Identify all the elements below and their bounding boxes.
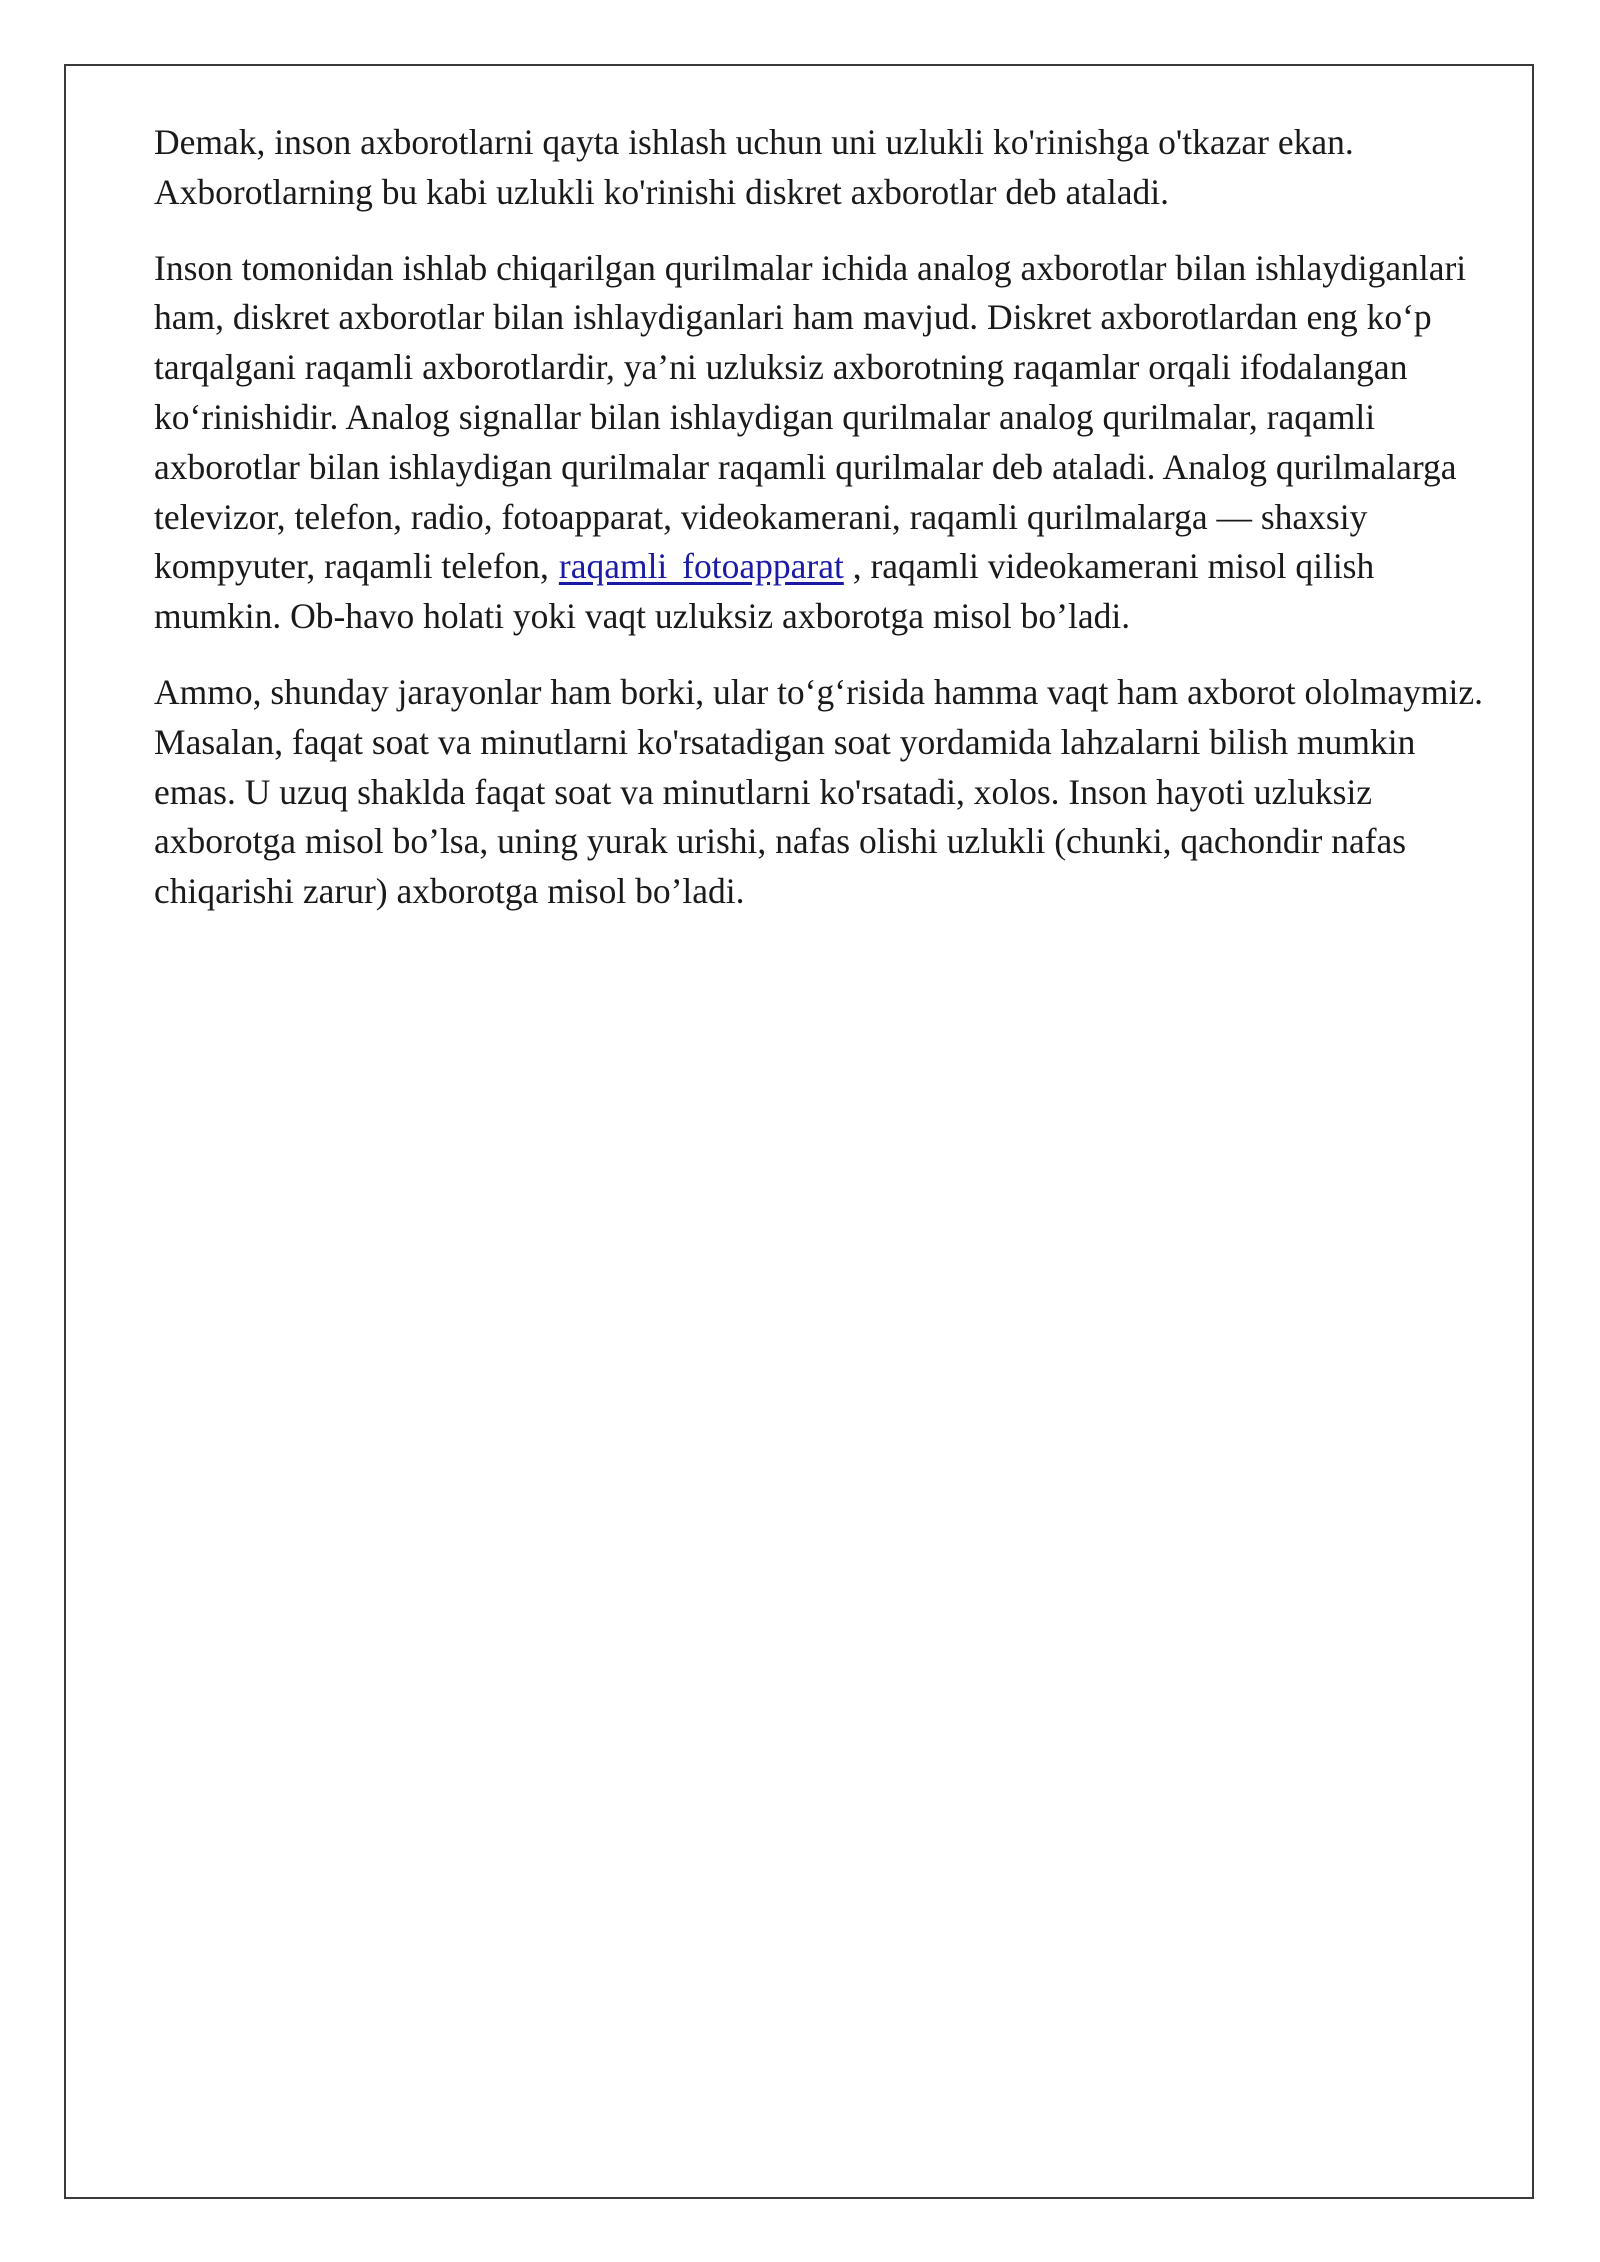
paragraph-text-after-link: , raqamli videokamerani misol qilish mumkin. Ob-havo holati yoki vaqt uzluksiz axborotga misol bo’ladi. (154, 546, 1375, 637)
paragraph-discrete-intro: Demak, inson axborotlarni qayta ishlash uchun uni uzlukli ko'rinishga o'tkazar ekan. Axborotlarning bu kabi uzlukli ko'rinishi diskret axborotlar deb ataladi. (154, 122, 1354, 212)
paragraph-analog-digital-devices (154, 244, 1484, 642)
paragraph-text-before-link: Inson tomonidan ishlab chiqarilgan qurilmalar ichida analog axborotlar bilan ishlaydiganlari ham, diskret axborotlar bilan ishlaydiganlari ham mavjud. Diskret axborotlardan eng ko‘p tarqalgani raqamli axborotlardir, ya’ni uzluksiz axborotning raqamlar orqali ifodalangan ko‘rinishidir. Analog signallar bilan ishlaydigan qurilmalar analog qurilmalar, raqamli axborotlar bilan ishlaydigan qurilmalar raqamli qurilmalar deb ataladi. Analog qurilmalarga televizor, telefon, radio, fotoapparat, videokamerani, raqamli qurilmalarga — shaxsiy kompyuter, raqamli telefon, (154, 247, 1467, 587)
document-body (154, 118, 1484, 943)
digital-camera-link[interactable]: raqamli fotoapparat (558, 546, 844, 587)
paragraph-continuous-examples: Ammo, shunday jarayonlar ham borki, ular to‘g‘risida hamma vaqt ham axborot ololmaymiz. Masalan, faqat soat va minutlarni ko'rsatadigan soat yordamida lahzalarni bilish mumkin emas. U uzuq shaklda faqat soat va minutlarni ko'rsatadi, xolos. Inson hayoti uzluksiz axborotga misol bo’lsa, uning yurak urishi, nafas olishi uzlukli (chunki, qachondir nafas chiqarishi zarur) axborotga misol bo’ladi. (154, 671, 1483, 912)
page-frame (64, 64, 1534, 2199)
